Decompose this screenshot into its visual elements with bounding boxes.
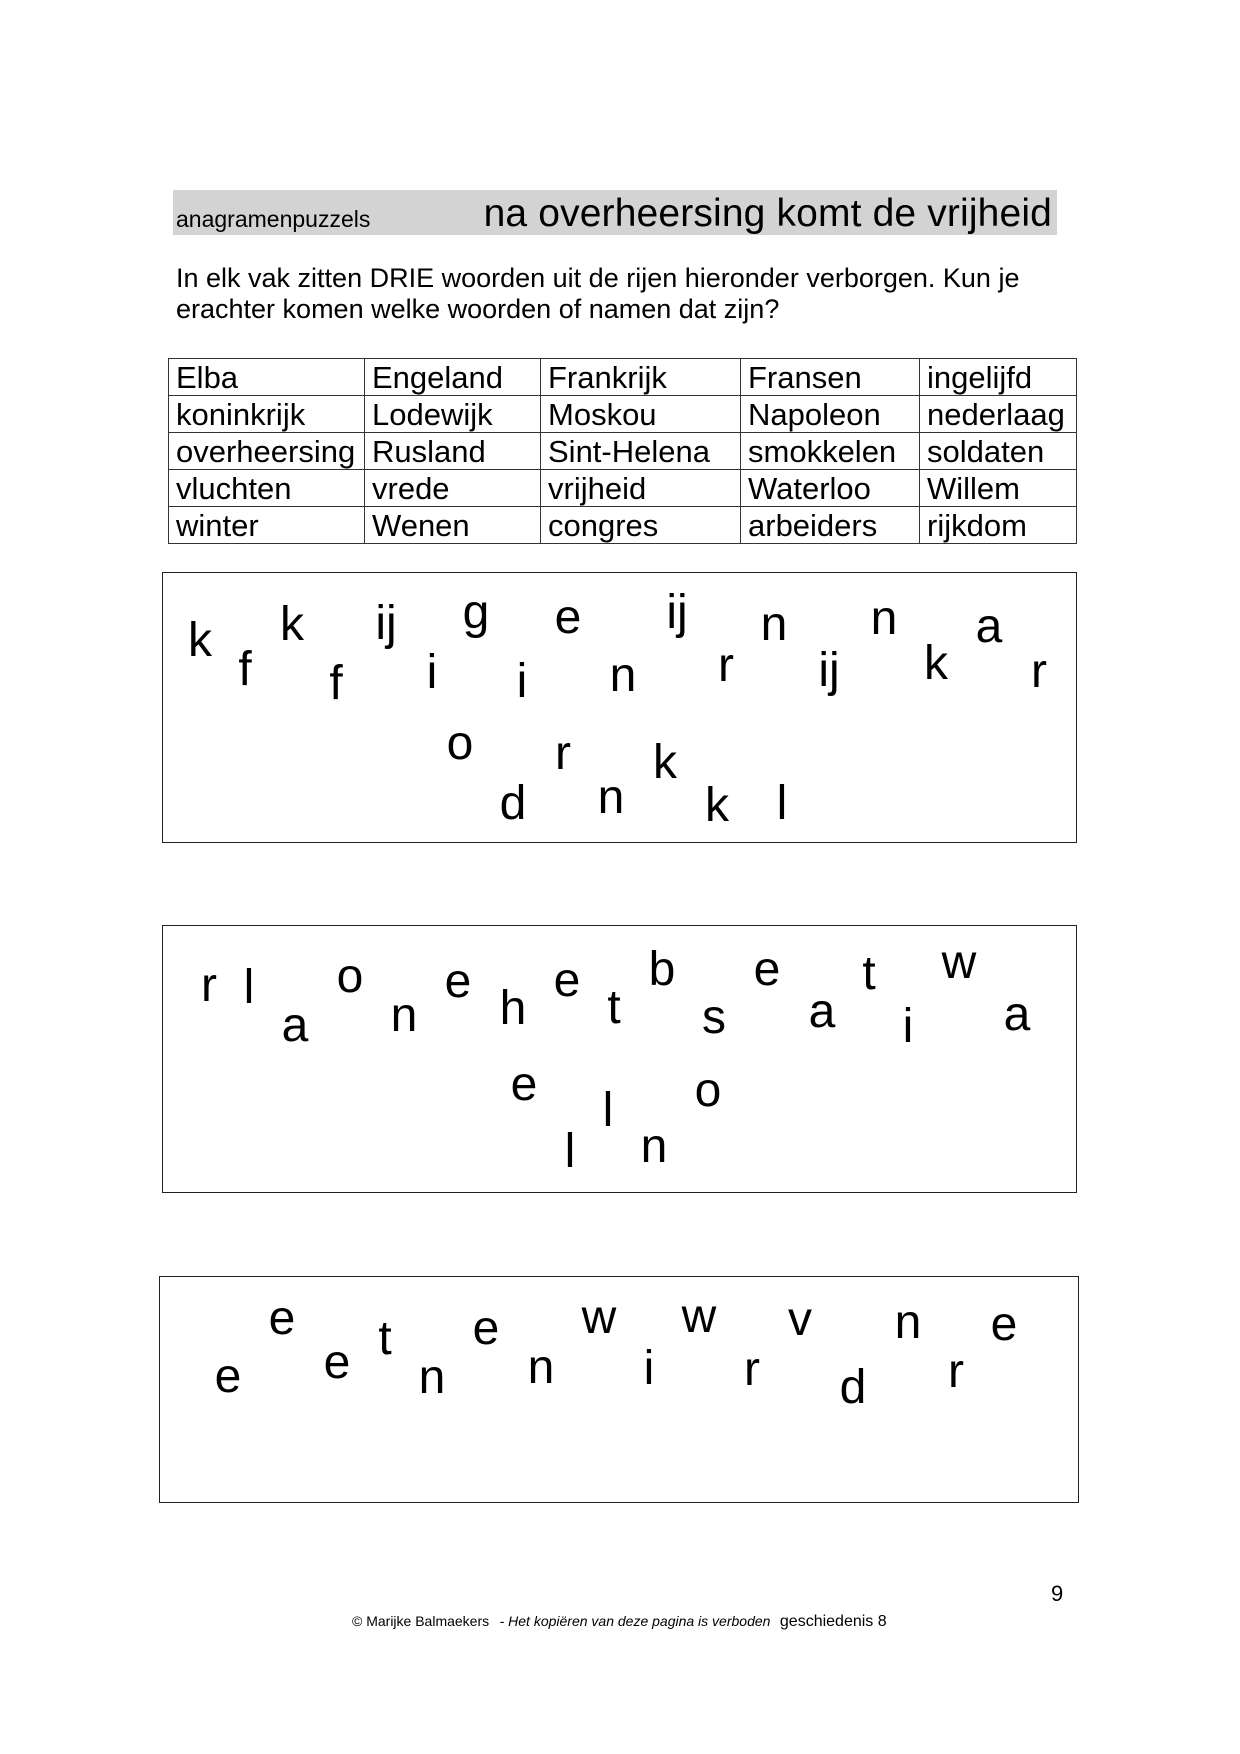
page-number: 9 bbox=[1051, 1581, 1064, 1606]
instruction-text bbox=[176, 263, 1056, 325]
footer bbox=[352, 1611, 887, 1632]
table-row bbox=[169, 359, 1077, 396]
worksheet-category: anagramenpuzzels bbox=[176, 206, 371, 232]
word-cell: Rusland bbox=[365, 433, 541, 470]
word-cell: Waterloo bbox=[741, 470, 920, 507]
anagram-letter: o bbox=[336, 950, 364, 1003]
anagram-letter: n bbox=[418, 1351, 446, 1404]
footer-subject: geschiedenis 8 bbox=[779, 1613, 887, 1630]
table-row bbox=[169, 470, 1077, 507]
word-cell: vrede bbox=[365, 470, 541, 507]
anagram-letter: l bbox=[776, 777, 788, 830]
word-cell: Moskou bbox=[541, 396, 741, 433]
anagram-letter: n bbox=[640, 1120, 668, 1173]
anagram-letter: d bbox=[499, 777, 527, 830]
word-cell: Lodewijk bbox=[365, 396, 541, 433]
anagram-letter: l bbox=[564, 1125, 576, 1178]
anagram-letter: w bbox=[681, 1290, 717, 1343]
anagram-letter: k bbox=[188, 614, 212, 667]
anagram-letter: e bbox=[553, 954, 581, 1007]
word-cell: rijkdom bbox=[920, 507, 1077, 544]
word-cell: Wenen bbox=[365, 507, 541, 544]
word-cell: Engeland bbox=[365, 359, 541, 396]
word-cell: Fransen bbox=[741, 359, 920, 396]
word-cell: congres bbox=[541, 507, 741, 544]
word-cell: winter bbox=[169, 507, 365, 544]
anagram-letter: n bbox=[760, 598, 788, 651]
anagram-letter: e bbox=[554, 591, 582, 644]
anagram-letter: d bbox=[839, 1361, 867, 1414]
anagram-letter: e bbox=[323, 1336, 351, 1389]
anagram-letter: a bbox=[1003, 988, 1031, 1041]
header-bar bbox=[173, 190, 1057, 235]
anagram-letter: r bbox=[948, 1345, 964, 1398]
anagram-letter: a bbox=[281, 999, 309, 1052]
instruction-line: erachter komen welke woorden of namen dat zijn? bbox=[176, 294, 780, 324]
anagram-letter: i bbox=[516, 655, 528, 708]
anagram-letter: n bbox=[390, 989, 418, 1042]
anagram-letter: n bbox=[527, 1341, 555, 1394]
anagram-letter: t bbox=[862, 947, 876, 1000]
word-cell: soldaten bbox=[920, 433, 1077, 470]
anagram-letter: e bbox=[444, 955, 472, 1008]
table-row bbox=[169, 433, 1077, 470]
anagram-letter: ij bbox=[666, 586, 688, 639]
word-cell: Elba bbox=[169, 359, 365, 396]
word-cell: nederlaag bbox=[920, 396, 1077, 433]
anagram-letter: k bbox=[653, 736, 677, 789]
word-cell: ingelijfd bbox=[920, 359, 1077, 396]
word-cell: Napoleon bbox=[741, 396, 920, 433]
anagram-letter: r bbox=[201, 959, 217, 1012]
anagram-letter: e bbox=[268, 1292, 296, 1345]
anagram-letter: a bbox=[808, 985, 836, 1038]
word-cell: smokkelen bbox=[741, 433, 920, 470]
anagram-box-2 bbox=[162, 925, 1077, 1193]
anagram-letter: ij bbox=[818, 644, 840, 697]
anagram-letter: e bbox=[753, 943, 781, 996]
word-cell: vluchten bbox=[169, 470, 365, 507]
anagram-letter: k bbox=[705, 779, 729, 832]
table-row bbox=[169, 396, 1077, 433]
anagram-letter: w bbox=[941, 936, 977, 989]
anagram-letter: n bbox=[870, 592, 898, 645]
anagram-letter: f bbox=[329, 657, 343, 710]
anagram-letter: o bbox=[694, 1064, 722, 1117]
anagram-letter: w bbox=[581, 1291, 617, 1344]
word-cell: koninkrijk bbox=[169, 396, 365, 433]
anagram-letter: r bbox=[555, 727, 571, 780]
footer-copyright: © Marijke Balmaekers bbox=[352, 1613, 490, 1629]
page-title: na overheersing komt de vrijheid bbox=[483, 192, 1052, 235]
anagram-letter: e bbox=[214, 1350, 242, 1403]
anagram-letter: e bbox=[472, 1302, 500, 1355]
anagram-letter: f bbox=[238, 643, 252, 696]
anagram-letter: i bbox=[902, 1000, 914, 1053]
anagram-letter: r bbox=[744, 1343, 760, 1396]
anagram-letter: n bbox=[609, 649, 637, 702]
anagram-letter: k bbox=[924, 637, 948, 690]
anagram-letter: b bbox=[648, 943, 676, 996]
instruction-line: In elk vak zitten DRIE woorden uit de rijen hieronder verborgen. Kun je bbox=[176, 263, 1020, 293]
anagram-letter: ij bbox=[375, 597, 397, 650]
word-cell: arbeiders bbox=[741, 507, 920, 544]
anagram-letter: k bbox=[280, 598, 304, 651]
anagram-letter: l bbox=[602, 1084, 614, 1137]
footer-copy-notice: - Het kopiëren van deze pagina is verboden bbox=[499, 1613, 771, 1629]
word-cell: vrijheid bbox=[541, 470, 741, 507]
anagram-letter: n bbox=[894, 1296, 922, 1349]
anagram-letter: n bbox=[597, 771, 625, 824]
anagram-letter: h bbox=[499, 982, 527, 1035]
anagram-letter: r bbox=[1031, 645, 1047, 698]
word-table bbox=[168, 358, 1077, 544]
anagram-letter: t bbox=[607, 981, 621, 1034]
word-cell: overheersing bbox=[169, 433, 365, 470]
anagram-letter: e bbox=[990, 1298, 1018, 1351]
table-row bbox=[169, 507, 1077, 544]
anagram-letter: s bbox=[702, 991, 726, 1044]
anagram-letter: r bbox=[718, 639, 734, 692]
anagram-letter: o bbox=[446, 717, 474, 770]
anagram-letter: v bbox=[788, 1293, 812, 1346]
anagram-letter: i bbox=[426, 646, 438, 699]
anagram-letter: e bbox=[510, 1058, 538, 1111]
anagram-letter: a bbox=[975, 600, 1003, 653]
anagram-letter: i bbox=[643, 1342, 655, 1395]
anagram-letter: t bbox=[378, 1312, 392, 1365]
anagram-letter: l bbox=[243, 961, 255, 1014]
anagram-box-1 bbox=[162, 572, 1077, 843]
anagram-letter: g bbox=[462, 586, 490, 639]
word-cell: Frankrijk bbox=[541, 359, 741, 396]
anagram-box-3 bbox=[159, 1276, 1079, 1503]
word-cell: Willem bbox=[920, 470, 1077, 507]
word-cell: Sint-Helena bbox=[541, 433, 741, 470]
